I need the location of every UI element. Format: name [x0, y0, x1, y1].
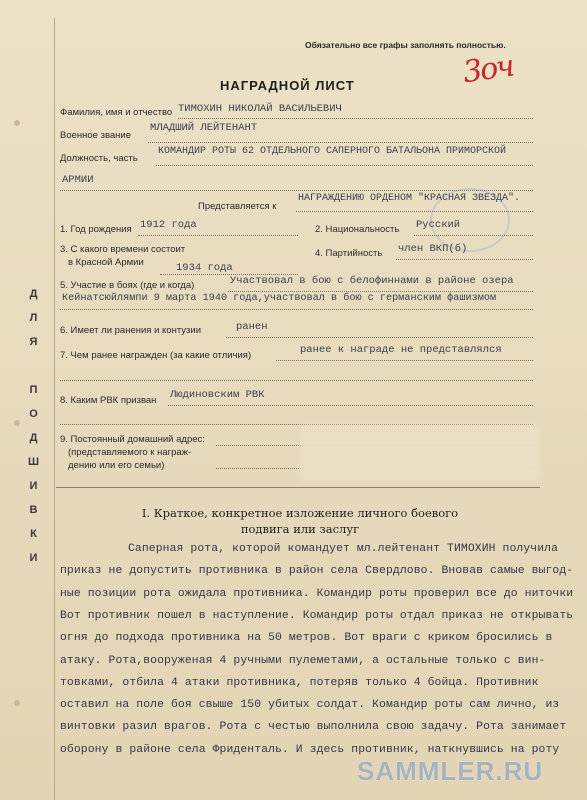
narrative-line: винтовки разил врагов. Рота с честью выполнила свою задачу. Рота занимает	[60, 721, 567, 734]
position-value: КОМАНДИР РОТЫ 62 ОТДЕЛЬНОГО САПЕРНОГО БАТАЛЬОНА ПРИМОРСКОЙ	[158, 146, 507, 157]
awards-underline-2	[60, 380, 533, 381]
presented-value: НАГРАЖДЕНИЮ ОРДЕНОМ "КРАСНАЯ ЗВЕЗДА".	[298, 193, 521, 204]
narrative-line: ные позиции рота ожидала противника. Командир роты проверил все до ниточки	[60, 587, 574, 600]
since-value: 1934 года	[176, 262, 233, 274]
name-label: Фамилия, имя и отчество	[60, 107, 173, 118]
rank-value: МЛАДШИЙ ЛЕЙТЕНАНТ	[150, 122, 258, 134]
birth-underline	[138, 235, 298, 236]
side-label-letter: Л	[29, 312, 39, 324]
section-title-2: подвига или заслуг	[240, 522, 360, 536]
address-label: 9. Постоянный домашний адрес:	[60, 434, 205, 445]
narrative-line: огня до подхода противника на 50 метров. Вот враги с криком бросились в	[60, 632, 553, 645]
battles-label: 5. Участие в боях (где и когда)	[60, 280, 195, 291]
section-title: I. Краткое, конкретное изложение личного боевого	[141, 506, 459, 520]
party-underline	[396, 259, 533, 260]
side-label-letter: О	[29, 408, 39, 420]
battles-value: Участвовал в бою с белофиннами в районе озера	[230, 275, 514, 287]
battles-underline-2	[60, 309, 533, 310]
position-value-2: АРМИИ	[62, 174, 94, 186]
battles-value-2: Кейнатсюйлямпи 9 марта 1940 года,участвовал в бою с германским фашизмом	[62, 293, 497, 304]
birth-label: 1. Год рождения	[60, 224, 132, 235]
section-divider	[56, 487, 540, 488]
side-label	[27, 282, 41, 570]
side-label-letter: В	[29, 504, 39, 516]
narrative-line: атаку. Рота,вооруженая 4 ручными пулеметами, а остальные только с вин-	[60, 654, 546, 667]
document-title: НАГРАДНОЙ ЛИСТ	[220, 78, 355, 93]
rvk-underline	[168, 405, 533, 406]
fill-notice: Обязательно все графы заполнять полностью.	[305, 40, 506, 50]
position-label: Должность, часть	[60, 153, 138, 164]
watermark: SAMMLER.RU	[357, 756, 544, 786]
narrative-line: приказ не допустить противника в район села Свердлово. Вновав самые выгод-	[60, 565, 574, 578]
address-label-2: (представляемого к награж-	[68, 447, 192, 458]
side-label-letter: К	[30, 528, 38, 540]
side-label-letter: И	[29, 480, 39, 492]
party-label: 4. Партийность	[315, 248, 383, 259]
awards-value: ранее к награде не представлялся	[300, 344, 502, 356]
side-label-letter	[27, 354, 41, 378]
name-underline	[178, 118, 533, 119]
red-pencil-mark: 3оч	[460, 48, 516, 91]
since-label: 3. С какого времени состоит	[60, 244, 186, 255]
position-underline	[156, 165, 533, 166]
nationality-value: Русский	[416, 219, 461, 231]
narrative-line: оставил на поле боя свыше 150 убитых солдат. Командир роты сам лично, из	[60, 699, 560, 712]
redacted-address	[300, 425, 540, 480]
side-label-letter: Ш	[27, 456, 41, 468]
side-label-letter: Д	[29, 432, 39, 444]
wounds-underline	[226, 337, 533, 338]
narrative-line: товками, отбила 4 атаки противника, потеряв только 4 бойца. Противник	[60, 676, 539, 689]
address-label-3: дению или его семьи)	[68, 460, 165, 471]
narrative-line: Вот противник пошел в наступление. Командир роты отдал приказ не открывать	[60, 609, 574, 622]
wounds-value: ранен	[236, 321, 268, 333]
birth-value: 1912 года	[140, 219, 197, 231]
side-label-letter: Я	[29, 336, 39, 348]
name-value: ТИМОХИН НИКОЛАЙ ВАСИЛЬЕВИЧ	[178, 103, 342, 115]
rank-label: Военное звание	[60, 130, 132, 141]
wounds-label: 6. Имеет ли ранения и контузии	[60, 325, 202, 336]
nationality-label: 2. Национальность	[315, 224, 400, 235]
battles-underline	[228, 291, 533, 292]
rvk-label: 8. Каким РВК призван	[60, 395, 157, 406]
since-label-2: в Красной Армии	[68, 257, 144, 268]
binding-margin-line	[54, 18, 55, 800]
rvk-value: Людиновским РВК	[170, 389, 265, 401]
narrative-line: Саперная рота, которой командует мл.лейтенант ТИМОХИН получила	[128, 543, 559, 555]
side-label-letter: И	[29, 552, 39, 564]
side-label-letter: Д	[29, 288, 39, 300]
party-value: член ВКП(б)	[398, 243, 468, 255]
awards-underline	[276, 360, 533, 361]
side-label-letter: П	[29, 384, 39, 396]
nationality-underline	[414, 235, 533, 236]
presented-label: Представляется к	[198, 201, 277, 212]
narrative-line: оборону в районе села Фриденталь. И здесь противник, наткнувшись на роту	[60, 743, 560, 756]
awards-label: 7. Чем ранее награжден (за какие отличия)	[60, 350, 252, 361]
rank-underline	[148, 142, 533, 143]
